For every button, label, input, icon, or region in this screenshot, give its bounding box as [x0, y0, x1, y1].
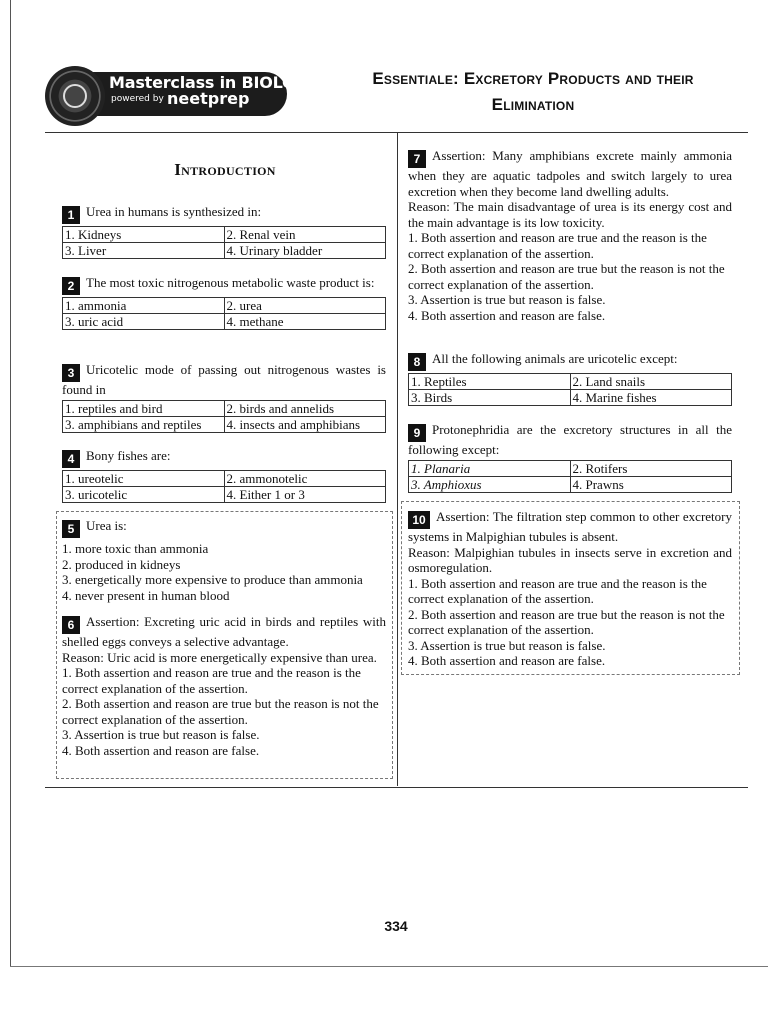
option: 2. Both assertion and reason are true but the reason is not the correct explanation of the assertion.: [408, 261, 725, 292]
question-text: Uricotelic mode of passing out nitrogenous wastes is found in: [62, 362, 386, 397]
option: 2. Both assertion and reason are true but the reason is not the correct explanation of the assertion.: [408, 606, 725, 637]
question-number: 6: [62, 616, 80, 634]
option: 4. Either 1 or 3: [224, 487, 386, 503]
option: 2. Both assertion and reason are true but the reason is not the correct explanation of the assertion.: [62, 696, 379, 727]
options-table: [408, 373, 732, 406]
option: 1. Both assertion and reason are true and the reason is the correct explanation of the assertion.: [408, 575, 707, 606]
option: 4. Prawns: [570, 476, 732, 492]
question-text: Bony fishes are:: [86, 448, 171, 463]
chapter-title-line1: Essentiale: Excretory Products and their: [372, 69, 694, 88]
question-number: 1: [62, 206, 80, 224]
question-9: [408, 422, 732, 493]
logo-title: Masterclass in BIOLOGY: [109, 73, 320, 92]
option: 1. reptiles and bird: [63, 400, 225, 416]
option: 3. Assertion is true but reason is false.: [62, 727, 260, 742]
option: 2. birds and annelids: [224, 400, 386, 416]
question-8: [408, 351, 732, 406]
option: 1. Kidneys: [63, 227, 225, 243]
option: 4. Both assertion and reason are false.: [408, 653, 606, 668]
option: 4. insects and amphibians: [224, 416, 386, 432]
question-number: 8: [408, 353, 426, 371]
option: 1. Reptiles: [409, 374, 571, 390]
question-7: [408, 148, 732, 323]
question-text: Urea in humans is synthesized in:: [86, 204, 262, 219]
option: 2. Renal vein: [224, 227, 386, 243]
option: 3. Assertion is true but reason is false.: [408, 292, 606, 307]
option: 4. Both assertion and reason are false.: [408, 307, 606, 323]
option: 3. uricotelic: [63, 487, 225, 503]
question-reason: Reason: Uric acid is more energetically expensive than urea.: [62, 649, 377, 665]
options-table: [62, 470, 386, 503]
option: 4. Urinary bladder: [224, 243, 386, 259]
option: 3. energetically more expensive to produce than ammonia: [62, 572, 363, 587]
option: 1. Both assertion and reason are true and the reason is the correct explanation of the assertion.: [62, 665, 361, 696]
chapter-title-line2: Elimination: [491, 95, 575, 114]
question-4: [62, 448, 386, 503]
masterclass-logo: [45, 66, 320, 126]
column-divider: [397, 133, 398, 786]
options-table: [62, 226, 386, 259]
chapter-title: [298, 66, 768, 118]
option: 2. Land snails: [570, 374, 732, 390]
question-5: [62, 518, 386, 603]
option: 3. amphibians and reptiles: [63, 416, 225, 432]
option: 3. Amphioxus: [409, 476, 571, 492]
option: 2. Rotifers: [570, 460, 732, 476]
question-10: [408, 509, 732, 669]
question-text: Protonephridia are the excretory structures in all the following except:: [408, 422, 732, 457]
question-3: [62, 362, 386, 433]
page-border: [10, 966, 768, 967]
question-6: [62, 614, 386, 758]
question-text: The most toxic nitrogenous metabolic waste product is:: [86, 275, 375, 290]
option: 1. Both assertion and reason are true and the reason is the correct explanation of the assertion.: [408, 230, 707, 261]
option: 4. Both assertion and reason are false.: [62, 742, 260, 758]
page-border: [10, 0, 11, 966]
option: 1. ammonia: [63, 298, 225, 314]
logo-powered-by: powered by: [111, 94, 164, 104]
option: 4. never present in human blood: [62, 587, 230, 603]
option: 3. Assertion is true but reason is false.: [408, 637, 606, 653]
question-text: Assertion: Many amphibians excrete mainly ammonia when they are aquatic tadpoles and switch largely to urea excretion when they become land dwelling adults.: [408, 148, 732, 199]
seal-icon: [45, 66, 105, 126]
option: 2. ammonotelic: [224, 471, 386, 487]
option: 1. Planaria: [409, 460, 571, 476]
question-number: 3: [62, 364, 80, 382]
options-table: [62, 400, 386, 433]
option: 2. urea: [224, 298, 386, 314]
question-text: All the following animals are uricotelic except:: [432, 351, 678, 366]
question-reason: Reason: Malpighian tubules in insects serve in excretion and osmoregulation.: [408, 544, 732, 575]
option: 3. Liver: [63, 243, 225, 259]
option: 1. more toxic than ammonia: [62, 541, 209, 556]
question-number: 9: [408, 424, 426, 442]
question-text: Urea is:: [86, 518, 127, 533]
question-2: [62, 275, 386, 330]
question-number: 5: [62, 520, 80, 538]
question-number: 7: [408, 150, 426, 168]
question-1: [62, 204, 386, 259]
page-number: 334: [384, 918, 408, 934]
question-reason: Reason: The main disadvantage of urea is its energy cost and the main advantage is its low toxicity.: [408, 199, 732, 230]
options-table: [62, 297, 386, 330]
question-text: Assertion: The filtration step common to other excretory systems in Malpighian tubules is absent.: [408, 509, 732, 544]
question-number: 10: [408, 511, 430, 529]
option: 1. ureotelic: [63, 471, 225, 487]
option: 3. Birds: [409, 390, 571, 406]
footer-rule: [45, 787, 748, 788]
logo-brand: neetprep: [167, 89, 250, 108]
question-number: 4: [62, 450, 80, 468]
option: 4. Marine fishes: [570, 390, 732, 406]
option: 3. uric acid: [63, 314, 225, 330]
section-heading: Introduction: [174, 160, 276, 179]
question-text: Assertion: Excreting uric acid in birds and reptiles with shelled eggs conveys a selective advantage.: [62, 614, 386, 649]
option: 2. produced in kidneys: [62, 556, 181, 572]
question-number: 2: [62, 277, 80, 295]
option: 4. methane: [224, 314, 386, 330]
options-table: [408, 460, 732, 493]
